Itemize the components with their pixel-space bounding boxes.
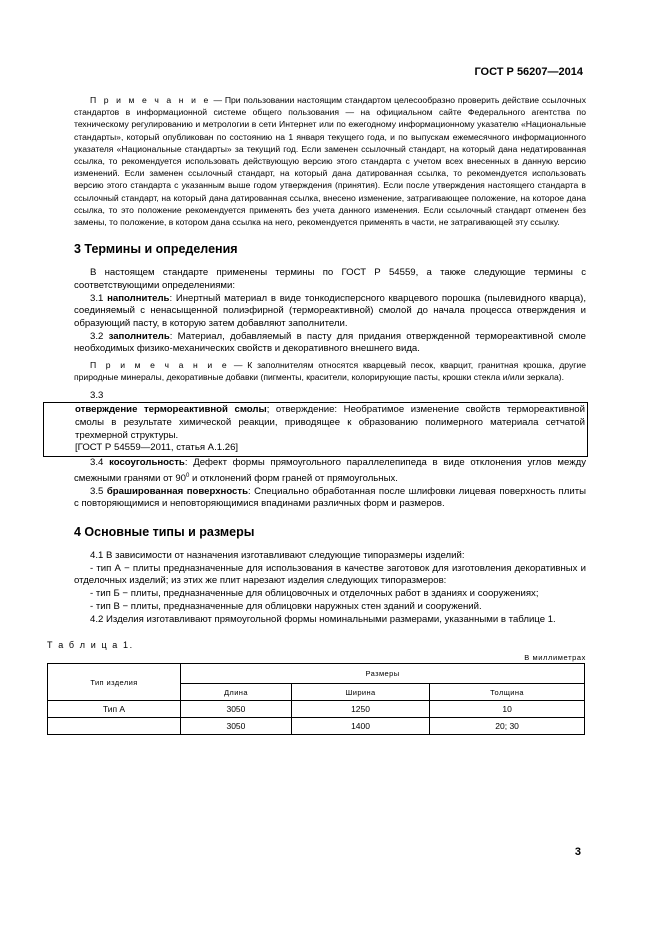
term-name: наполнитель — [107, 292, 170, 304]
term-3-3-text — [75, 404, 585, 442]
cell-length: 3050 — [181, 701, 292, 718]
term-3-3-box — [43, 402, 588, 457]
section-3-intro: В настоящем стандарте применены термины по ГОСТ Р 54559, а также следующие термины с соответствующими определениями: — [74, 267, 586, 291]
table-row — [48, 701, 585, 718]
section-4-p5: 4.2 Изделия изготавливают прямоугольной формы номинальными размерами, указанными в таблице 1. — [90, 613, 556, 625]
section-3-title: 3 Термины и определения — [74, 242, 238, 257]
table-header-row — [48, 664, 585, 684]
section-4-p4: - тип В − плиты, предназначенные для облицовки наружных стен зданий и сооружений. — [90, 600, 482, 612]
cell-type: Тип А — [48, 701, 181, 718]
term-3-2 — [74, 331, 586, 356]
header-sizes: Размеры — [181, 664, 585, 684]
term-3-4 — [74, 457, 586, 486]
page-number: 3 — [574, 846, 581, 858]
term-number: 3.1 — [90, 292, 104, 304]
term-definition-end: и отклонений форм граней от прямоугольных. — [189, 472, 398, 484]
degree-superscript: 0 — [186, 472, 190, 479]
note-label: П р и м е ч а н и е — [90, 95, 211, 105]
table-row — [48, 718, 585, 735]
term-3-3-number: 3.3 — [90, 389, 104, 401]
term-name: косоугольность — [109, 457, 185, 469]
term-number: 3.5 — [90, 485, 104, 497]
note-paragraph — [74, 94, 586, 228]
note-text: — При пользовании настоящим стандартом целесообразно проверить действие ссылочных стандартов в информационной системе общего пользования — на официальном сайте Федерального агентства по техническому регулированию и метрологии в сети Интернет или по ежегодному информационному указателю «Национальные стандарты», который опубликован по состоянию на 1 января текущего года, и по выпускам ежемесячного информационного указателя «Национальные стандарты» за текущий год. Если заменен ссылочный стандарт, на который дана недатированная ссылка, то рекомендуется использовать действующую версию этого стандарта с учетом всех внесенных в данную версию изменений. Если заменен ссылочный стандарт, на который дана датированная ссылка, то рекомендуется использовать версию этого стандарта с указанным выше годом утверждения (принятия). Если после утверждения настоящего стандарта в ссылочный стандарт, на который дана датированная ссылка, внесено изменение, затрагивающее положение, на которое дана ссылка, то это положение рекомендуется применять без учета данного изменения. Если ссылочный стандарт отменен без замены, то положение, в котором дана ссылка на него, рекомендуется применять в части, не затрагивающей эту ссылку. — [74, 95, 586, 228]
header-thickness: Толщина — [430, 684, 585, 701]
term-name: отверждение термореактивной смолы — [75, 404, 267, 416]
section-4-p3: - тип Б − плиты, предназначенные для облицовочных и отделочных работ в зданиях и сооружениях; — [90, 588, 539, 600]
header-width: Ширина — [291, 684, 429, 701]
cell-type — [48, 718, 181, 735]
table-units: В миллиметрах — [524, 653, 586, 663]
term-name: брашированная поверхность — [106, 485, 248, 497]
term-number: 3.4 — [90, 457, 104, 469]
term-number: 3.2 — [90, 330, 104, 342]
term-3-1 — [74, 293, 586, 331]
note-2-paragraph — [74, 359, 586, 383]
term-definition: ; отверждение: Необратимое изменение свойств термореактивной смолы в результате химической реакции, приводящее к образованию полимерного материала сетчатой трехмерной структуры. — [75, 404, 585, 441]
note-2-label: П р и м е ч а н и е — [90, 360, 230, 371]
note-2-text: — К заполнителям относятся кварцевый песок, кварцит, гранитная крошка, другие природные минералы, декоративные добавки (пигменты, красители, колорирующие пасты, крошки стекла и/или зеркала). — [74, 360, 586, 383]
cell-width: 1250 — [291, 701, 429, 718]
section-4-p2: - тип А − плиты предназначенные для использования в качестве заготовок для изготовления декоративных и отделочных изделий; из этих же плит нарезают изделия следующих типоразмеров: — [74, 562, 586, 587]
term-definition: : Материал, добавляемый в пасту для придания отвержденной термореактивной смоле необходимых физико-механических свойств и декоративного внешнего вида. — [74, 330, 586, 355]
term-name: заполнитель — [108, 330, 170, 342]
dimensions-table — [47, 663, 585, 735]
term-definition: : Дефект формы прямоугольного параллелепипеда в виде отклонения углов между смежными гранями от 90 — [74, 457, 587, 484]
term-definition: : Инертный материал в виде тонкодисперсного кварцевого порошка (пылевидного кварца), соединяемый с ненасыщенной полиэфирной (термореактивной) смолой до начала процесса отверждения и образующий пасту, в которую затем добавляют заполнители. — [74, 292, 586, 330]
page-content — [47, 94, 587, 735]
cell-width: 1400 — [291, 718, 429, 735]
standard-header: ГОСТ Р 56207—2014 — [474, 66, 583, 78]
term-definition: : Специально обработанная после шлифовки лицевая поверхность плиты с повторяющимися и неповторяющимися впадинами различных форм и размеров. — [74, 485, 586, 510]
table-caption: Т а б л и ц а 1. — [47, 640, 134, 651]
section-4-title: 4 Основные типы и размеры — [74, 525, 255, 540]
section-4-p1: 4.1 В зависимости от назначения изготавливают следующие типоразмеры изделий: — [90, 550, 465, 562]
cell-thickness: 10 — [430, 701, 585, 718]
term-3-5 — [74, 486, 586, 511]
header-type: Тип изделия — [48, 664, 181, 701]
term-3-3-reference: [ГОСТ Р 54559—2011, статья А.1.26] — [75, 442, 239, 454]
cell-thickness: 20; 30 — [430, 718, 585, 735]
header-length: Длина — [181, 684, 292, 701]
cell-length: 3050 — [181, 718, 292, 735]
